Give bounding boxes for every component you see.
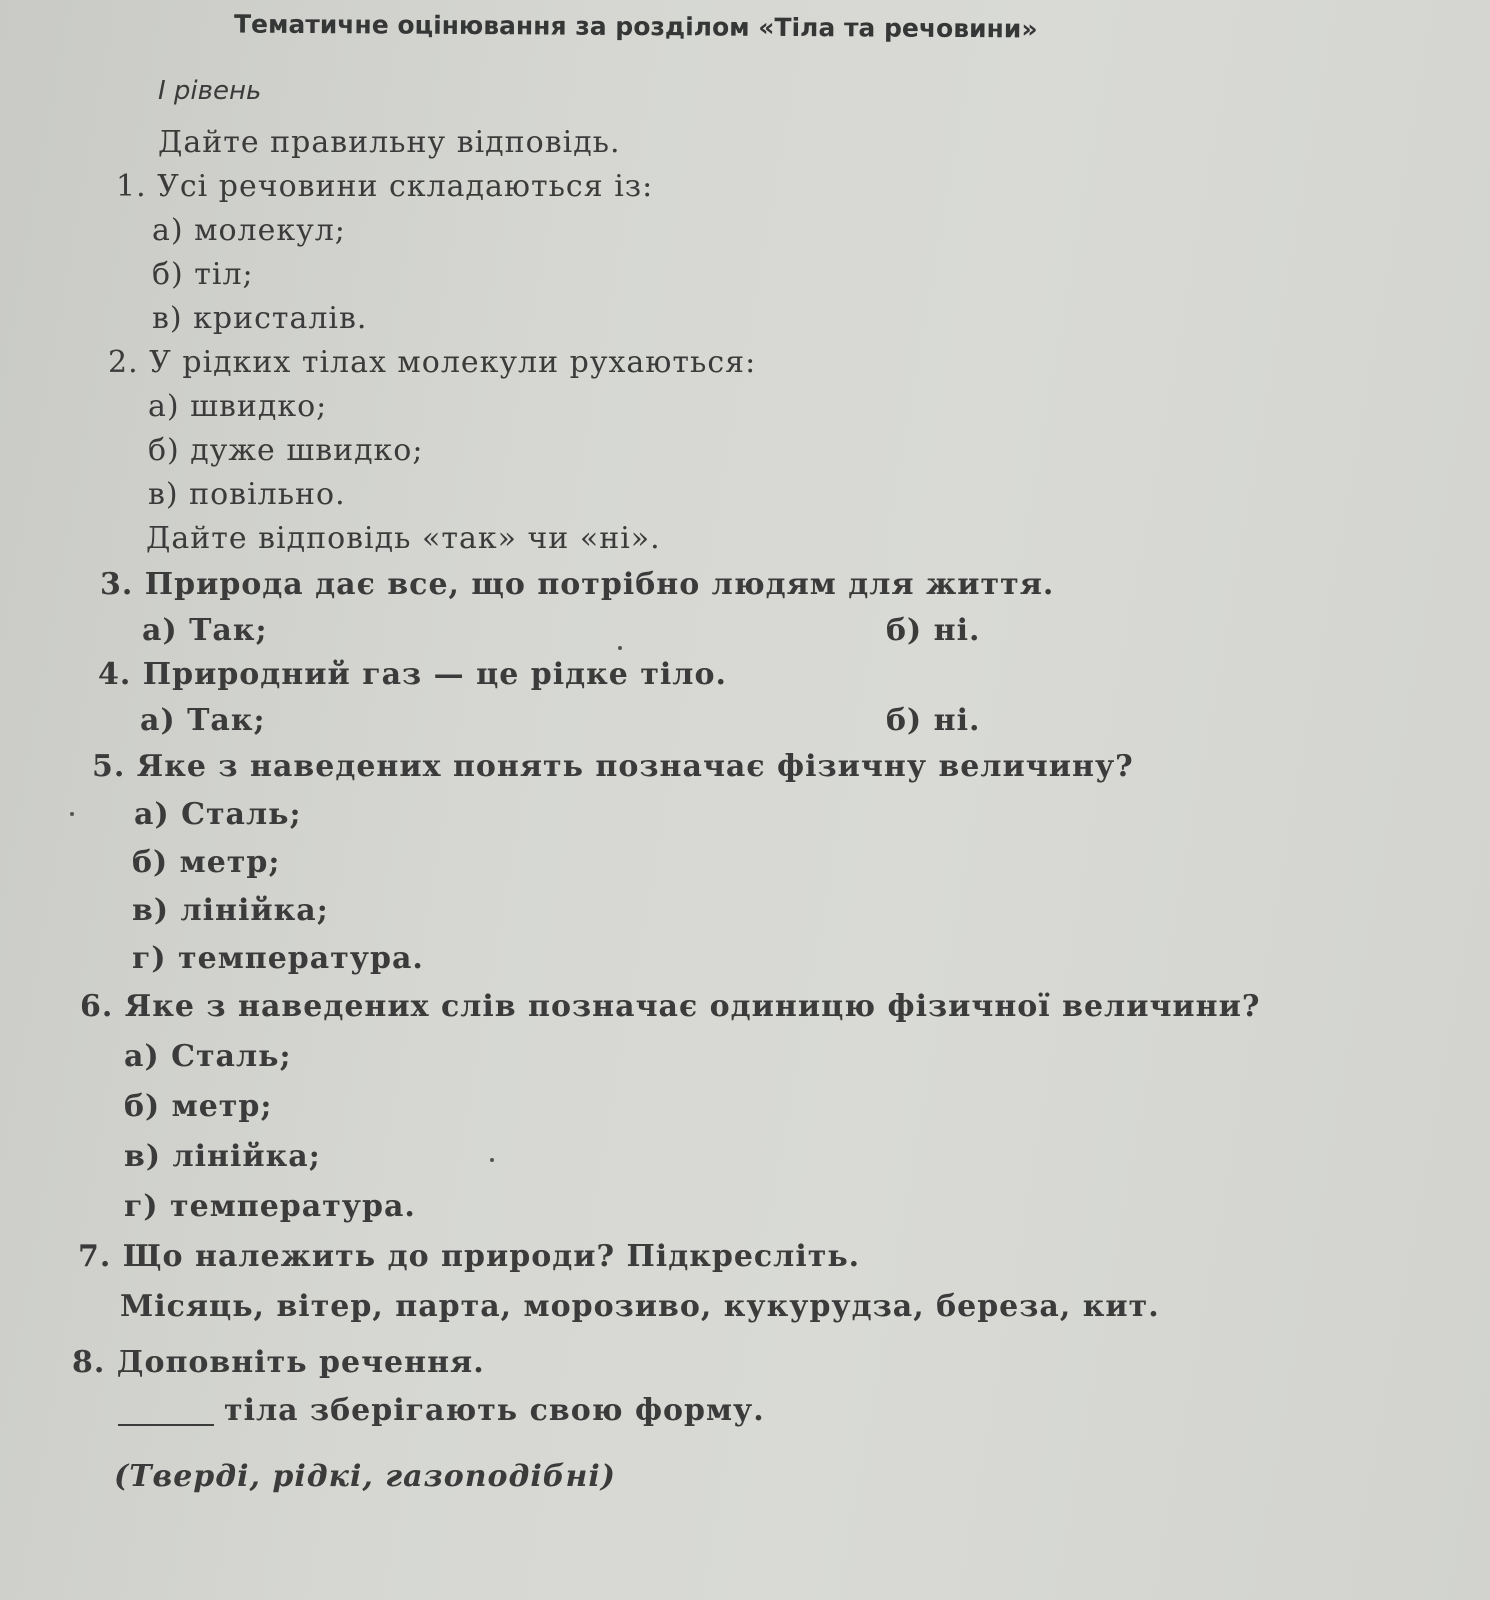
q5-option-b: б) метр; (132, 845, 281, 880)
instruction-choose: Дайте правильну відповідь. (158, 125, 621, 160)
paper-speck (70, 812, 74, 816)
q6-option-c: в) лінійка; (124, 1139, 321, 1174)
q2-option-b: б) дуже швидко; (148, 433, 424, 468)
q1-option-a: а) молекул; (152, 213, 346, 248)
q4-option-a: а) Так; (140, 703, 266, 738)
q5-option-d: г) температура. (132, 941, 424, 976)
paper-speck (490, 1158, 494, 1162)
q2-option-c: в) повільно. (148, 477, 346, 512)
q2-option-a: а) швидко; (148, 389, 328, 424)
q6-option-a: а) Сталь; (124, 1039, 292, 1074)
q4-option-b: б) ні. (886, 703, 981, 738)
question-8: 8. Доповніть речення. (72, 1345, 485, 1380)
q7-word-list: Місяць, вітер, парта, морозиво, кукурудза, береза, кит. (120, 1289, 1160, 1324)
q3-option-a: а) Так; (142, 613, 268, 648)
q8-sentence: тіла зберігають свою форму. (224, 1393, 765, 1428)
question-5: 5. Яке з наведених понять позначає фізичну величину? (92, 749, 1134, 784)
question-1: 1. Усі речовини складаються із: (116, 169, 654, 204)
q6-option-b: б) метр; (124, 1089, 273, 1124)
question-4: 4. Природний газ — це рідке тіло. (98, 657, 727, 692)
q1-option-c: в) кристалів. (152, 301, 368, 336)
q5-option-c: в) лінійка; (132, 893, 329, 928)
answer-blank-line (118, 1424, 214, 1426)
level-label: І рівень (158, 76, 262, 106)
question-6: 6. Яке з наведених слів позначає одиницю фізичної величини? (80, 989, 1261, 1024)
question-2: 2. У рідких тілах молекули рухаються: (108, 345, 757, 380)
question-3: 3. Природа дає все, що потрібно людям для життя. (100, 567, 1055, 602)
q6-option-d: г) температура. (124, 1189, 416, 1224)
q1-option-b: б) тіл; (152, 257, 254, 292)
page-title: Тематичне оцінювання за розділом «Тіла та речовини» (233, 9, 1038, 44)
q3-option-b: б) ні. (886, 613, 981, 648)
question-7: 7. Що належить до природи? Підкресліть. (78, 1239, 861, 1274)
paper-speck (618, 646, 622, 650)
q8-hint: (Тверді, рідкі, газоподібні) (114, 1459, 616, 1494)
instruction-yes-no: Дайте відповідь «так» чи «ні». (146, 521, 661, 556)
q5-option-a: а) Сталь; (134, 797, 302, 832)
